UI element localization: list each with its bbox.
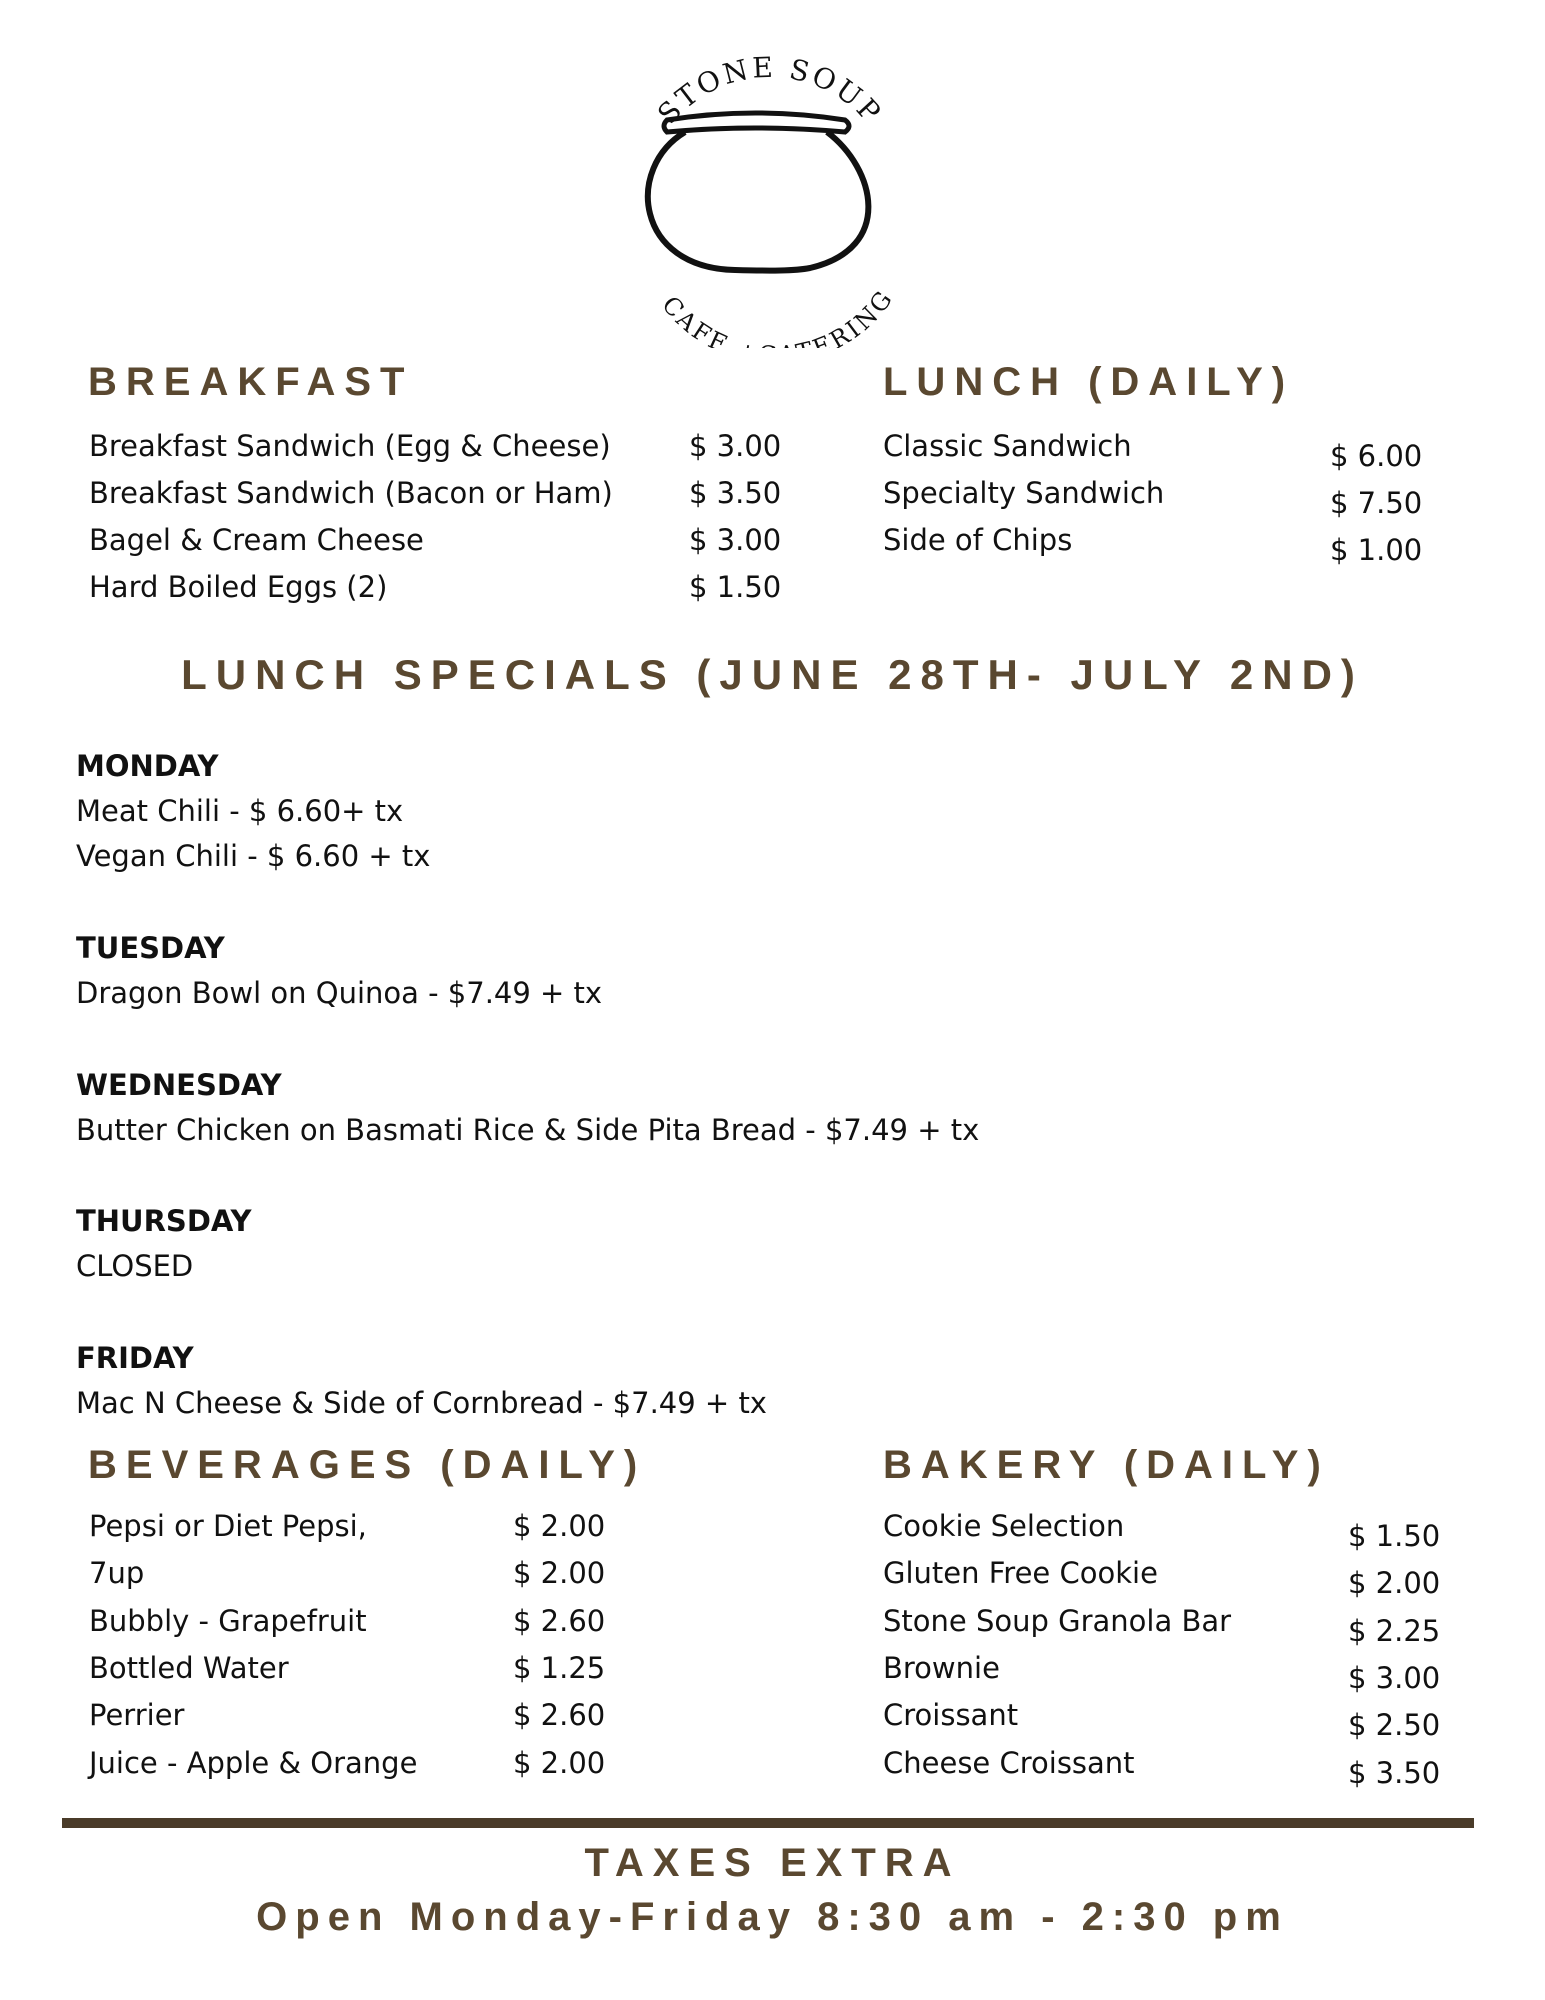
special-line: Butter Chicken on Basmati Rice & Side Pita Bread - $7.49 + tx (76, 1113, 980, 1147)
beverage-item-price: $ 2.60 (513, 1604, 606, 1638)
bakery-item-name: Stone Soup Granola Bar (883, 1604, 1232, 1638)
breakfast-item-name: Breakfast Sandwich (Egg & Cheese) (89, 429, 611, 463)
special-day-label: TUESDAY (76, 931, 225, 965)
lunch-heading: LUNCH (DAILY) (883, 360, 1295, 404)
bakery-item-price: $ 3.50 (1348, 1756, 1441, 1790)
special-day-label: WEDNESDAY (76, 1068, 282, 1102)
bakery-item-name: Croissant (883, 1698, 1019, 1732)
taxes-note: TAXES EXTRA (584, 1841, 961, 1885)
breakfast-item-price: $ 3.50 (689, 476, 782, 510)
special-day-label: MONDAY (76, 749, 219, 783)
beverage-item-name: Bottled Water (89, 1651, 289, 1685)
bakery-item-price: $ 2.25 (1348, 1614, 1441, 1648)
lunch-item-name: Side of Chips (883, 523, 1073, 557)
special-line: Meat Chili - $ 6.60+ tx (76, 794, 404, 828)
bakery-heading: BAKERY (DAILY) (883, 1443, 1330, 1487)
breakfast-item-price: $ 3.00 (689, 523, 782, 557)
beverage-item-name: Perrier (89, 1698, 185, 1732)
bakery-item-name: Cookie Selection (883, 1509, 1125, 1543)
beverage-item-price: $ 2.00 (513, 1509, 606, 1543)
beverage-item-name: Pepsi or Diet Pepsi, (89, 1509, 367, 1543)
bakery-item-price: $ 2.00 (1348, 1566, 1441, 1600)
special-day-label: FRIDAY (76, 1341, 194, 1375)
bakery-item-price: $ 1.50 (1348, 1519, 1441, 1553)
breakfast-item-name: Breakfast Sandwich (Bacon or Ham) (89, 476, 613, 510)
lunch-item-price: $ 7.50 (1330, 486, 1423, 520)
soup-pot-icon (595, 28, 935, 348)
beverage-item-name: Juice - Apple & Orange (89, 1746, 418, 1780)
lunch-item-name: Classic Sandwich (883, 429, 1132, 463)
lunch-item-price: $ 6.00 (1330, 439, 1423, 473)
breakfast-item-price: $ 1.50 (689, 570, 782, 604)
specials-heading: LUNCH SPECIALS (JUNE 28TH- JULY 2ND) (181, 651, 1364, 698)
lunch-item-price: $ 1.00 (1330, 533, 1423, 567)
special-line: CLOSED (76, 1249, 194, 1283)
beverage-item-price: $ 2.00 (513, 1746, 606, 1780)
svg-text:CAFE +CATERING (656, 284, 899, 348)
bakery-item-name: Brownie (883, 1651, 1000, 1685)
bakery-item-price: $ 3.00 (1348, 1661, 1441, 1695)
beverage-item-name: 7up (89, 1556, 145, 1590)
breakfast-item-name: Hard Boiled Eggs (2) (89, 570, 388, 604)
bakery-item-price: $ 2.50 (1348, 1708, 1441, 1742)
special-line: Mac N Cheese & Side of Cornbread - $7.49 + tx (76, 1386, 767, 1420)
logo-bottom-text: CAFE ERING (656, 283, 900, 348)
beverage-item-price: $ 2.60 (513, 1698, 606, 1732)
beverage-item-price: $ 1.25 (513, 1651, 606, 1685)
special-line: Dragon Bowl on Quinoa - $7.49 + tx (76, 976, 603, 1010)
beverages-heading: BEVERAGES (DAILY) (88, 1443, 647, 1487)
beverage-item-price: $ 2.00 (513, 1556, 606, 1590)
breakfast-item-price: $ 3.00 (689, 429, 782, 463)
logo (595, 28, 935, 348)
beverage-item-name: Bubbly - Grapefruit (89, 1604, 367, 1638)
bakery-item-name: Cheese Croissant (883, 1746, 1135, 1780)
lunch-item-name: Specialty Sandwich (883, 476, 1165, 510)
logo-top-text: STONE SOUP (651, 50, 889, 131)
footer-divider (62, 1818, 1474, 1828)
special-day-label: THURSDAY (76, 1204, 252, 1238)
breakfast-item-name: Bagel & Cream Cheese (89, 523, 424, 557)
breakfast-heading: BREAKFAST (88, 360, 414, 404)
special-line: Vegan Chili - $ 6.60 + tx (76, 839, 431, 873)
bakery-item-name: Gluten Free Cookie (883, 1556, 1158, 1590)
hours-note: Open Monday-Friday 8:30 am - 2:30 pm (256, 1895, 1289, 1939)
